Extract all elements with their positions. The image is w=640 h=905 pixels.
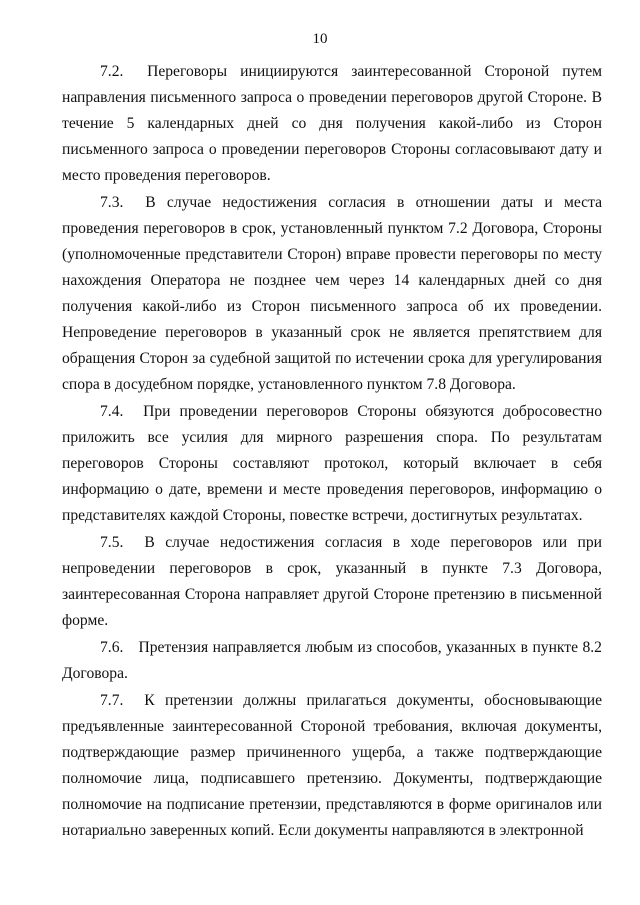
paragraph-7-3 bbox=[62, 190, 602, 398]
paragraph-7-6 bbox=[62, 635, 602, 687]
paragraph-text: В случае недостижения согласия в ходе переговоров или при непроведении переговоров в срок, указанный в пункте 7.3 Договора, заинтересованная Сторона направляет другой Стороне претензию в письменной форме. bbox=[62, 534, 602, 629]
paragraph-text: Переговоры инициируются заинтересованной Стороной путем направления письменного запроса о проведении переговоров другой Стороне. В течение 5 календарных дней со дня получения какой-либо из Сторон письменного запроса о проведении переговоров Стороны согласовывают дату и место проведения переговоров. bbox=[62, 63, 602, 184]
paragraph-text: К претензии должны прилагаться документы, обосновывающие предъявленные заинтересованной Стороной требования, включая документы, подтверждающие размер причиненного ущерба, а также подтверждающие полномочие лица, подписавшего претензию. Документы, подтверждающие полномочие на подписание претензии, представляются в форме оригиналов или нотариально заверенных копий. Если документы направляются в электронной bbox=[62, 692, 602, 839]
page-number: 10 bbox=[312, 31, 328, 47]
paragraph-text: В случае недостижения согласия в отношении даты и места проведения переговоров в срок, установленный пунктом 7.2 Договора, Стороны (уполномоченные представители Сторон) вправе провести переговоры по месту нахождения Оператора не позднее чем через 14 календарных дней со дня получения какой-либо из Сторон письменного запроса об их проведении. Непроведение переговоров в указанный срок не является препятствием для обращения Сторон за судебной защитой по истечении срока для урегулирования спора в досудебном порядке, установленного пунктом 7.8 Договора. bbox=[62, 194, 602, 393]
document-body bbox=[62, 59, 602, 845]
paragraph-number: 7.7. bbox=[100, 692, 124, 709]
paragraph-7-2 bbox=[62, 59, 602, 189]
paragraph-7-4 bbox=[62, 399, 602, 529]
paragraph-7-5 bbox=[62, 530, 602, 634]
paragraph-text: При проведении переговоров Стороны обязуются добросовестно приложить все усилия для мирного разрешения спора. По результатам переговоров Стороны составляют протокол, который включает в себя информацию о дате, времени и месте проведения переговоров, информацию о представителях каждой Стороны, повестке встречи, достигнутых результатах. bbox=[62, 403, 602, 524]
paragraph-number: 7.5. bbox=[100, 534, 124, 551]
paragraph-number: 7.6. bbox=[100, 639, 124, 656]
paragraph-7-7 bbox=[62, 688, 602, 844]
paragraph-number: 7.4. bbox=[100, 403, 124, 420]
paragraph-number: 7.3. bbox=[100, 194, 124, 211]
paragraph-text: Претензия направляется любым из способов, указанных в пункте 8.2 Договора. bbox=[62, 639, 602, 682]
paragraph-number: 7.2. bbox=[100, 63, 124, 80]
